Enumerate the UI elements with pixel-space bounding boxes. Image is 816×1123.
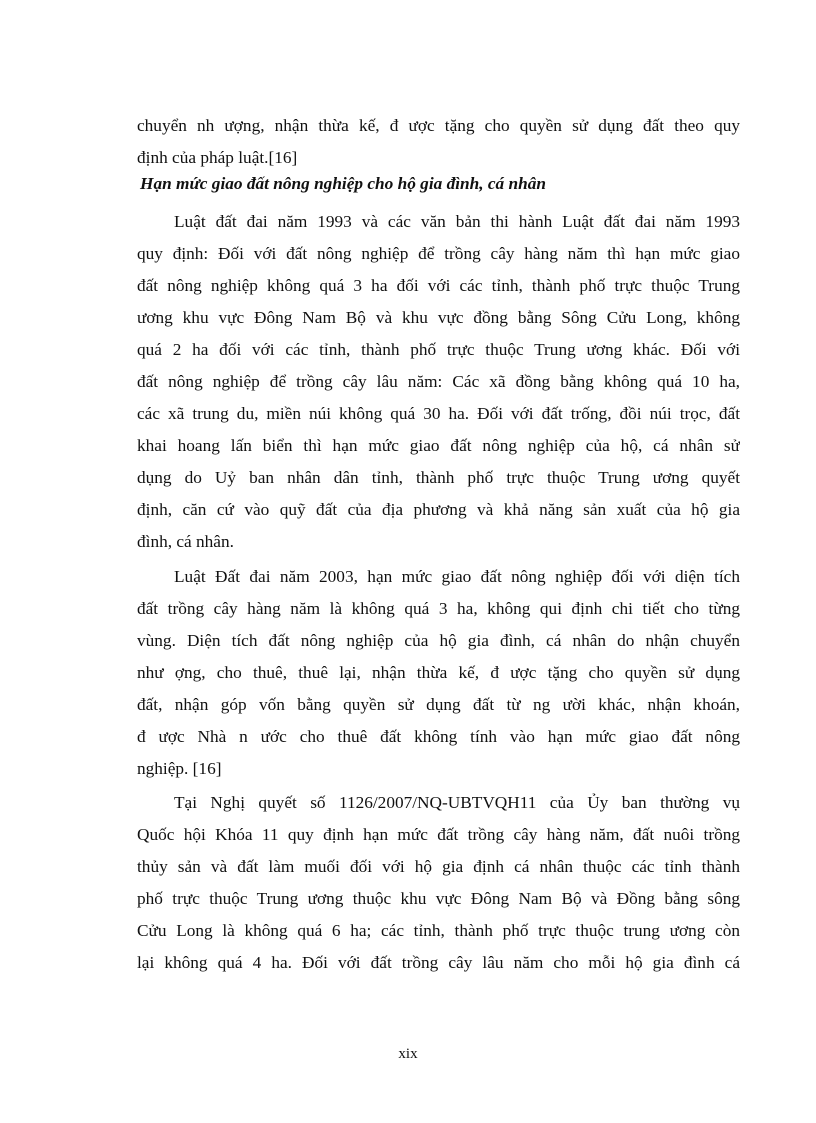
- text-line: Tại Nghị quyết số 1126/2007/NQ-UBTVQH11 của Ủy ban thường vụ: [174, 793, 740, 812]
- text-line: phố trực thuộc Trung ương thuộc khu vực Đông Nam Bộ và Đồng bằng sông: [137, 889, 740, 908]
- text-line: quá 2 ha đối với các tỉnh, thành phố trực thuộc Trung ương khác. Đối với: [137, 340, 740, 359]
- text-line: thủy sản và đất làm muối đối với hộ gia định cá nhân thuộc các tỉnh thành: [137, 857, 740, 876]
- text-line: Quốc hội Khóa 11 quy định hạn mức đất trồng cây hàng năm, đất nuôi trồng: [137, 825, 740, 844]
- text-line: đình, cá nhân.: [137, 532, 234, 551]
- text-line: đất nông nghiệp để trồng cây lâu năm: Các xã đồng bằng không quá 10 ha,: [137, 372, 740, 391]
- page-number: xix: [398, 1046, 418, 1062]
- text-line: định của pháp luật.[16]: [137, 148, 298, 167]
- paragraph-resolution: [137, 787, 740, 979]
- intro-paragraph: [137, 110, 740, 174]
- text-line: đ ược Nhà n ước cho thuê đất không tính vào hạn mức giao đất nông: [137, 727, 740, 746]
- text-line: chuyển nh ượng, nhận thừa kế, đ ược tặng cho quyền sử dụng đất theo quy: [137, 116, 740, 135]
- text-line: nghiệp. [16]: [137, 759, 222, 778]
- text-line: Cửu Long là không quá 6 ha; các tỉnh, thành phố trực thuộc trung ương còn: [137, 921, 740, 940]
- text-line: lại không quá 4 ha. Đối với đất trồng cây lâu năm cho mỗi hộ gia đình cá: [137, 953, 740, 972]
- paragraph-1993: [137, 206, 740, 558]
- text-line: Luật đất đai năm 1993 và các văn bản thi hành Luật đất đai năm 1993: [174, 212, 740, 231]
- text-line: như ợng, cho thuê, thuê lại, nhận thừa kế, đ ược tặng cho quyền sử dụng: [137, 663, 740, 682]
- text-line: các xã trung du, miền núi không quá 30 ha. Đối với đất trống, đồi núi trọc, đất: [137, 404, 740, 423]
- text-line: đất, nhận góp vốn bằng quyền sử dụng đất từ ng ười khác, nhận khoán,: [137, 695, 740, 714]
- text-line: ương khu vực Đông Nam Bộ và khu vực đồng bằng Sông Cửu Long, không: [137, 308, 740, 327]
- paragraph-2003: [137, 561, 740, 785]
- section-heading: Hạn mức giao đất nông nghiệp cho hộ gia đình, cá nhân: [140, 174, 546, 193]
- text-line: dụng do Uỷ ban nhân dân tỉnh, thành phố trực thuộc Trung ương quyết: [137, 468, 740, 487]
- text-line: đất nông nghiệp không quá 3 ha đối với các tỉnh, thành phố trực thuộc Trung: [137, 276, 740, 295]
- text-line: khai hoang lấn biển thì hạn mức giao đất nông nghiệp của hộ, cá nhân sử: [137, 436, 740, 455]
- text-line: Luật Đất đai năm 2003, hạn mức giao đất nông nghiệp đối với diện tích: [174, 567, 740, 586]
- text-line: đất trồng cây hàng năm là không quá 3 ha, không qui định chi tiết cho từng: [137, 599, 740, 618]
- text-line: định, căn cứ vào quỹ đất của địa phương và khả năng sản xuất của hộ gia: [137, 500, 740, 519]
- text-line: vùng. Diện tích đất nông nghiệp của hộ gia đình, cá nhân do nhận chuyển: [137, 631, 740, 650]
- text-line: quy định: Đối với đất nông nghiệp để trồng cây hàng năm thì hạn mức giao: [137, 244, 740, 263]
